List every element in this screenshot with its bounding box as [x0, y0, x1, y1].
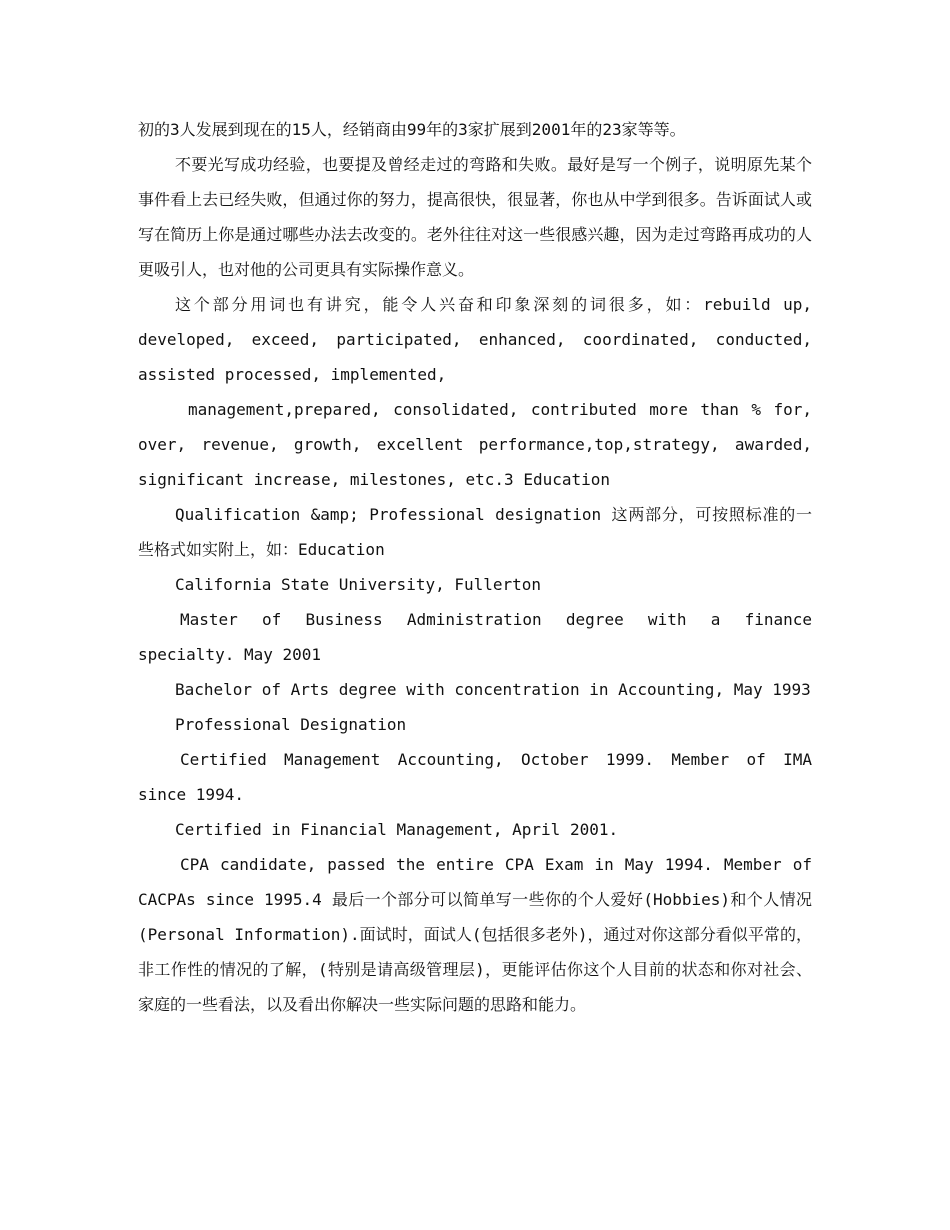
- paragraph-bachelor-degree: Bachelor of Arts degree with concentration in Accounting, May 1993: [175, 680, 811, 699]
- paragraph-word-choice: 这个部分用词也有讲究，能令人兴奋和印象深刻的词很多，如：rebuild up, developed, exceed, participated, enhanced, coordinated, conducted, assisted processed, implemented,: [138, 295, 812, 384]
- paragraph-cpa-hobbies: CPA candidate, passed the entire CPA Exam in May 1994. Member of CACPAs since 1995.4 最后一个部分可以简单写一些你的个人爱好(Hobbies)和个人情况(Personal Information).面试时，面试人(包括很多老外)，通过对你这部分看似平常的，非工作性的情况的了解，(特别是请高级管理层)，更能评估你这个人目前的状态和你对社会、家庭的一些看法，以及看出你解决一些实际问题的思路和能力。: [138, 855, 812, 1014]
- paragraph-cma: Certified Management Accounting, October 1999. Member of IMA since 1994.: [138, 750, 812, 804]
- paragraph-continuation: 初的3人发展到现在的15人，经销商由99年的3家扩展到2001年的23家等等。: [138, 120, 686, 139]
- paragraph-professional-designation: Professional Designation: [175, 715, 407, 734]
- paragraph-qualification: Qualification &amp; Professional designation 这两部分，可按照标准的一些格式如实附上，如：Education: [138, 505, 812, 559]
- paragraph-word-list: management,prepared, consolidated, contributed more than % for, over, revenue, growth, excellent performance,top,strategy, awarded, significant increase, milestones, etc.3 Education: [138, 400, 812, 489]
- paragraph-cfm: Certified in Financial Management, April 2001.: [175, 820, 619, 839]
- document-body: [138, 112, 812, 1022]
- paragraph-mba-degree: Master of Business Administration degree with a finance specialty. May 2001: [138, 610, 812, 664]
- paragraph-failure-experience: 不要光写成功经验，也要提及曾经走过的弯路和失败。最好是写一个例子，说明原先某个事件看上去已经失败，但通过你的努力，提高很快，很显著，你也从中学到很多。告诉面试人或写在简历上你是通过哪些办法去改变的。老外往往对这一些很感兴趣，因为走过弯路再成功的人更吸引人，也对他的公司更具有实际操作意义。: [138, 155, 812, 279]
- paragraph-university: California State University, Fullerton: [175, 575, 542, 594]
